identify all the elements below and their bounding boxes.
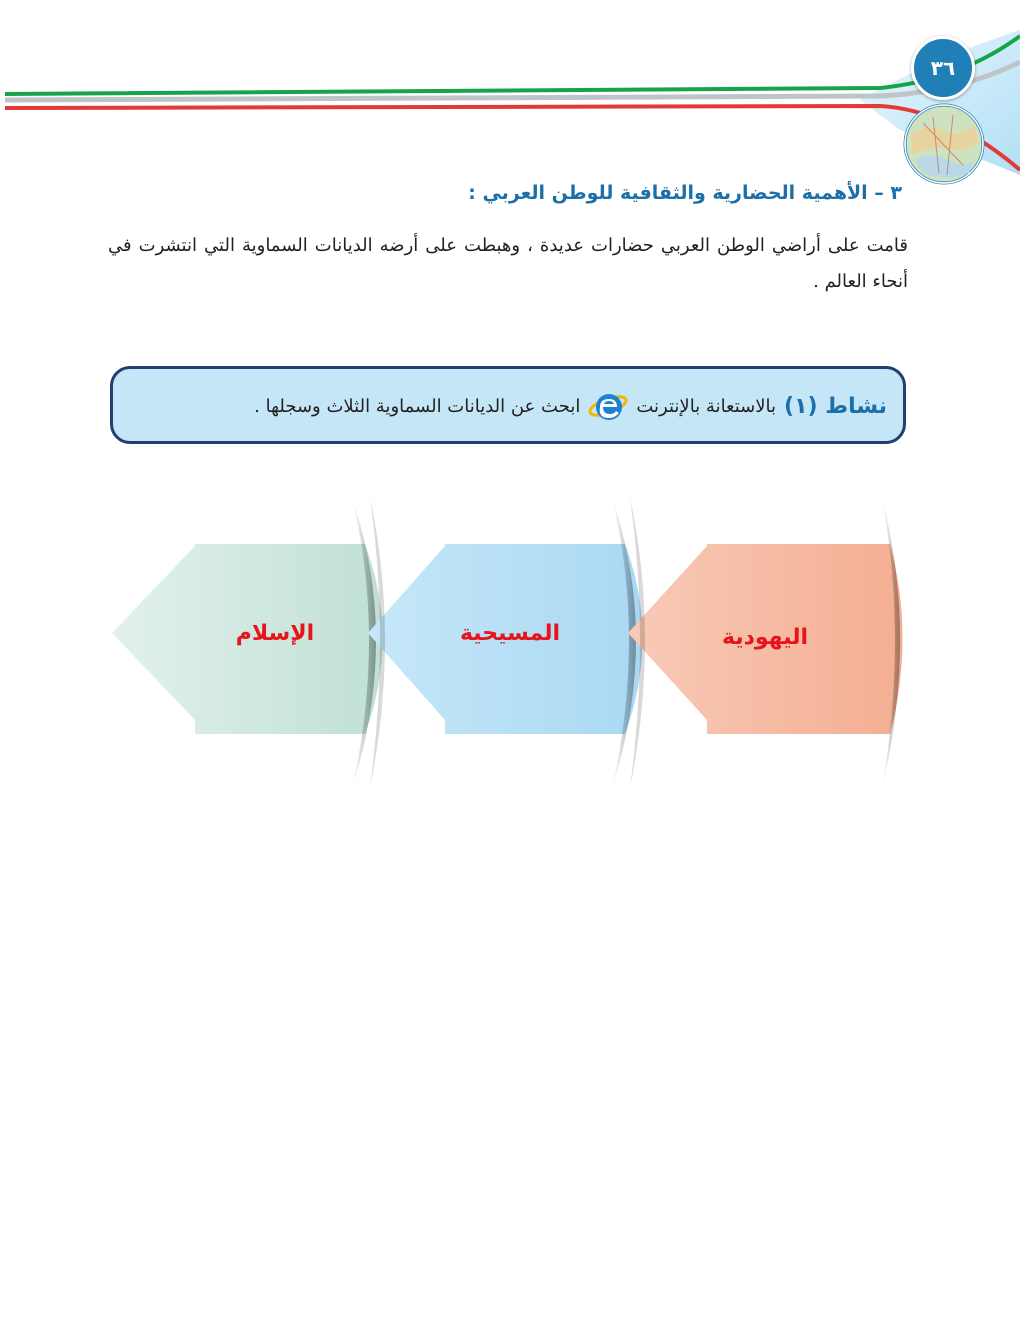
section-heading: ٣ – الأهمية الحضارية والثقافية للوطن العربي : <box>468 182 902 204</box>
internet-explorer-icon <box>588 387 628 425</box>
header-red-stripe <box>5 106 1020 170</box>
section-paragraph: قامت على أراضي الوطن العربي حضارات عديدة ، وهبطت على أرضه الديانات السماوية التي انتشرت في أنحاء العالم . <box>108 235 908 292</box>
arrow-label-christianity: المسيحية <box>459 621 561 646</box>
arrow-label-judaism: اليهودية <box>722 625 808 650</box>
arrow-islam <box>112 498 383 788</box>
header-green-stripe <box>5 36 1020 94</box>
activity-instruction-part1: بالاستعانة بالإنترنت <box>636 395 777 417</box>
activity-line <box>254 387 887 425</box>
page-number-badge: ٣٦ <box>911 36 975 100</box>
activity-title: نشاط (١) <box>784 393 887 419</box>
arrow-judaism <box>628 498 903 788</box>
map-thumbnail-icon <box>903 103 985 185</box>
arrow-christianity <box>368 498 643 788</box>
arrow-label-islam: الإسلام <box>235 621 315 646</box>
header-decoration <box>0 0 1020 200</box>
activity-instruction-part2: ابحث عن الديانات السماوية الثلاث وسجلها . <box>254 395 581 417</box>
religions-arrow-diagram <box>100 488 920 798</box>
activity-box <box>110 366 906 444</box>
